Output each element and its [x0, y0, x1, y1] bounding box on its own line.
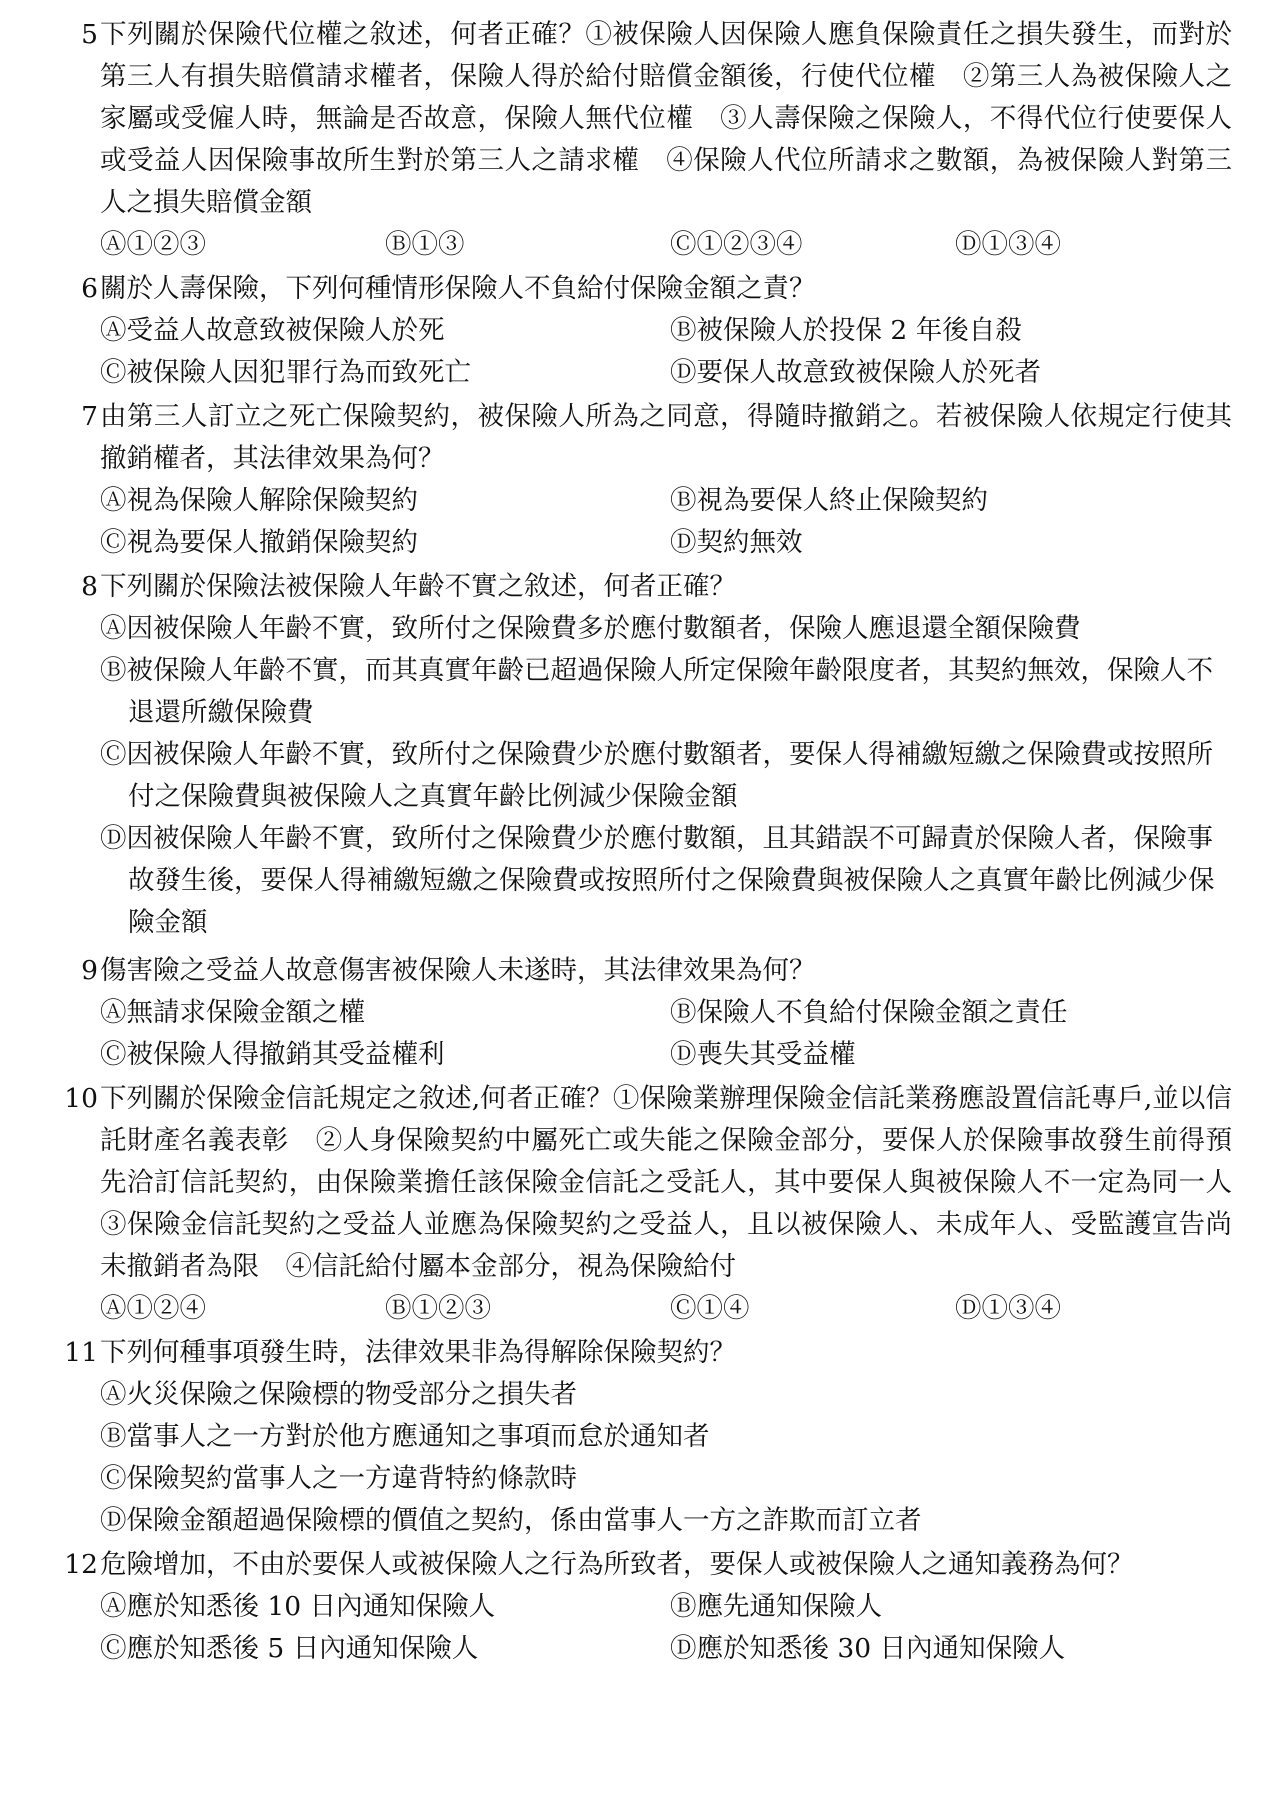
option-a: Ⓐ火災保險之保險標的物受部分之損失者 — [100, 1379, 577, 1410]
option-c: Ⓒ保險契約當事人之一方違背特約條款時 — [100, 1463, 577, 1494]
question-number: 5 — [81, 19, 98, 50]
question-6 — [52, 268, 1232, 394]
options-row — [100, 480, 1232, 522]
option-d: Ⓓ①③④ — [955, 1293, 1061, 1324]
question-11 — [52, 1332, 1232, 1542]
question-number: 8 — [81, 571, 98, 602]
question-stem: 關於人壽保險，下列何種情形保險人不負給付保險金額之責？ — [100, 273, 816, 304]
question-10 — [52, 1078, 1259, 1330]
options-row — [100, 1586, 1232, 1628]
question-stem: 危險增加，不由於要保人或被保險人之行為所致者，要保人或被保險人之通知義務為何？ — [100, 1549, 1134, 1580]
question-12 — [52, 1544, 1232, 1670]
option-c: Ⓒ因被保險人年齡不實，致所付之保險費少於應付數額者，要保人得補繳短繳之保險費或按照所付之保險費與被保險人之真實年齡比例減少保險金額 — [100, 739, 1213, 812]
option-a: Ⓐ應於知悉後 10 日內通知保險人 — [100, 1591, 496, 1622]
option-a: Ⓐ無請求保險金額之權 — [100, 997, 365, 1028]
question-number: 10 — [64, 1083, 98, 1114]
option-d: Ⓓ①③④ — [955, 229, 1061, 260]
question-8 — [52, 566, 1232, 944]
option-a: Ⓐ①②④ — [100, 1293, 206, 1324]
question-stem: 下列關於保險代位權之敘述，何者正確？①被保險人因保險人應負保險責任之損失發生，而對於第三人有損失賠償請求權者，保險人得於給付賠償金額後，行使代位權 ②第三人為被保險人之家屬或受僱人時，無論是否故意，保險人無代位權 ③人壽保險之保險人，不得代位行使要保人或受益人因保險事故所生對於第三人之請求權 ④保險人代位所請求之數額，為被保險人對第三人之損失賠償金額 — [100, 19, 1232, 218]
option-b: Ⓑ被保險人年齡不實，而其真實年齡已超過保險人所定保險年齡限度者，其契約無效，保險人不退還所繳保險費 — [100, 655, 1213, 728]
option-d: Ⓓ因被保險人年齡不實，致所付之保險費少於應付數額，且其錯誤不可歸責於保險人者，保險事故發生後，要保人得補繳短繳之保險費或按照所付之保險費與被保險人之真實年齡比例減少保險金額 — [100, 823, 1215, 938]
option-a: Ⓐ視為保險人解除保險契約 — [100, 485, 418, 516]
options-row — [100, 1034, 1232, 1076]
question-9 — [52, 950, 1232, 1076]
option-d: Ⓓ保險金額超過保險標的價值之契約，係由當事人一方之詐欺而訂立者 — [100, 1505, 922, 1536]
question-stem: 下列關於保險金信託規定之敘述,何者正確？①保險業辦理保險金信託業務應設置信託專戶,並以信託財產名義表彰 ②人身保險契約中屬死亡或失能之保險金部分，要保人於保險事故發生前得預先洽訂信託契約，由保險業擔任該保險金信託之受託人，其中要保人與被保險人不一定為同一人 ③保險金信託契約之受益人並應為保險契約之受益人，且以被保險人、未成年人、受監護宣告尚未撤銷者為限 ④信託給付屬本金部分，視為保險給付 — [100, 1083, 1259, 1282]
options-row — [100, 1628, 1232, 1670]
options-row — [100, 992, 1232, 1034]
options-row — [100, 224, 1232, 266]
option-d: Ⓓ契約無效 — [670, 527, 803, 558]
question-number: 6 — [81, 273, 98, 304]
option-b: Ⓑ當事人之一方對於他方應通知之事項而怠於通知者 — [100, 1421, 710, 1452]
option-c: Ⓒ被保險人因犯罪行為而致死亡 — [100, 357, 471, 388]
option-c: Ⓒ①④ — [670, 1293, 750, 1324]
question-stem: 由第三人訂立之死亡保險契約，被保險人所為之同意，得隨時撤銷之。若被保險人依規定行使其撤銷權者，其法律效果為何？ — [100, 401, 1232, 474]
options-list — [100, 608, 1232, 944]
options-row — [100, 352, 1232, 394]
option-b: Ⓑ視為要保人終止保險契約 — [670, 485, 988, 516]
question-stem: 下列何種事項發生時，法律效果非為得解除保險契約？ — [100, 1337, 736, 1368]
question-stem: 傷害險之受益人故意傷害被保險人未遂時，其法律效果為何？ — [100, 955, 816, 986]
question-number: 11 — [64, 1337, 98, 1368]
options-row — [100, 310, 1232, 352]
option-a: Ⓐ因被保險人年齡不實，致所付之保險費多於應付數額者，保險人應退還全額保險費 — [100, 613, 1081, 644]
options-list — [100, 1374, 1232, 1542]
options-row — [100, 1288, 1232, 1330]
question-stem: 下列關於保險法被保險人年齡不實之敘述，何者正確？ — [100, 571, 736, 602]
options-row — [100, 522, 1232, 564]
option-b: Ⓑ①②③ — [385, 1293, 491, 1324]
question-number: 9 — [81, 955, 98, 986]
option-a: Ⓐ受益人故意致被保險人於死 — [100, 315, 445, 346]
question-number: 12 — [64, 1549, 98, 1580]
option-d: Ⓓ要保人故意致被保險人於死者 — [670, 357, 1041, 388]
option-c: Ⓒ視為要保人撤銷保險契約 — [100, 527, 418, 558]
option-b: Ⓑ應先通知保險人 — [670, 1591, 882, 1622]
question-number: 7 — [81, 401, 98, 432]
option-b: Ⓑ①③ — [385, 229, 465, 260]
question-7 — [52, 396, 1232, 564]
option-b: Ⓑ被保險人於投保 2 年後自殺 — [670, 315, 1022, 346]
option-c: Ⓒ①②③④ — [670, 229, 803, 260]
option-a: Ⓐ①②③ — [100, 229, 206, 260]
question-5 — [52, 14, 1232, 266]
option-b: Ⓑ保險人不負給付保險金額之責任 — [670, 997, 1068, 1028]
option-d: Ⓓ應於知悉後 30 日內通知保險人 — [670, 1633, 1066, 1664]
option-c: Ⓒ被保險人得撤銷其受益權利 — [100, 1039, 445, 1070]
option-d: Ⓓ喪失其受益權 — [670, 1039, 856, 1070]
option-c: Ⓒ應於知悉後 5 日內通知保險人 — [100, 1633, 479, 1664]
